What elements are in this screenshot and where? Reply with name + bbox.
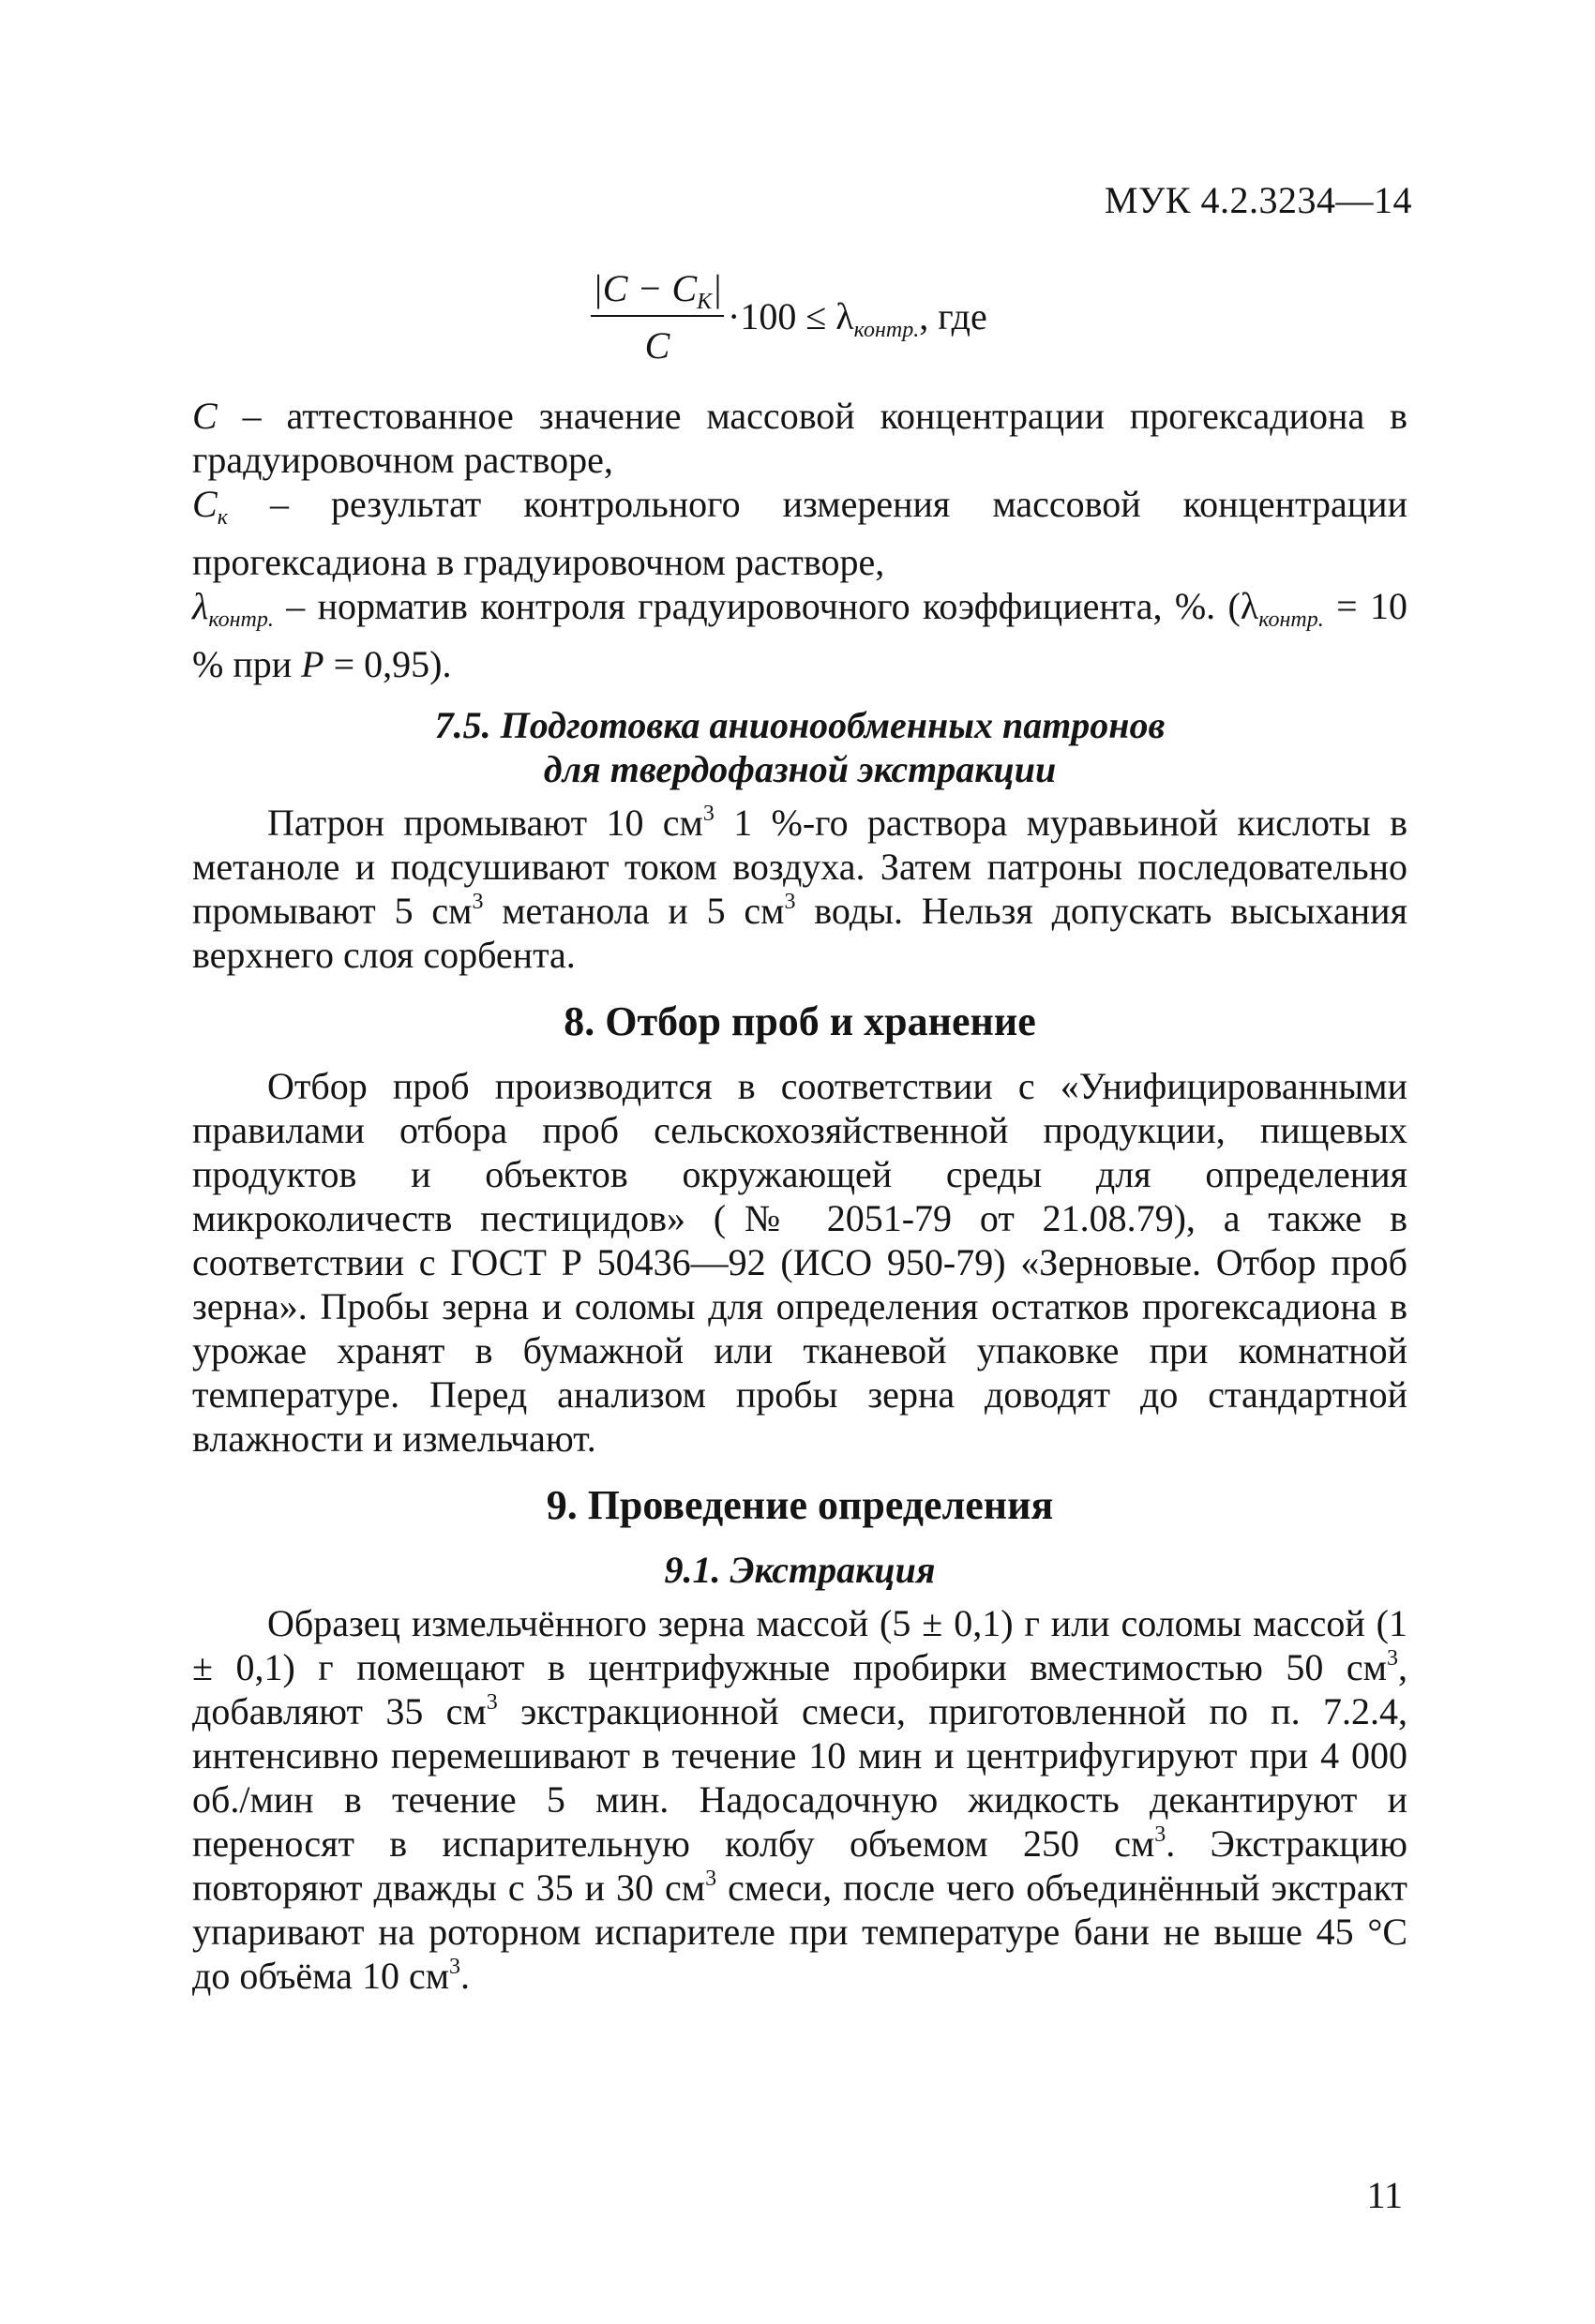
section-9-1-text-6: . [460, 1955, 471, 1997]
section-9-1-text-5: смеси, после чего объединённый экстракт упаривают на роторном испарителе при температуре бани не выше 45 °С до объёма 10 см [192, 1867, 1408, 1997]
formula-lambda-subscript: контр. [853, 318, 920, 342]
lambda-value-open: (λ [1227, 585, 1259, 627]
section-7-5-text-3: метанола и 5 см [483, 890, 785, 932]
formula-times-value: ·100 ≤ λ [728, 295, 854, 337]
formula-numerator [591, 264, 724, 313]
section-9-heading: 9. Проведение определения [546, 1482, 1054, 1528]
definition-ck [192, 482, 1407, 584]
lambda-value-text: = 10 % при [192, 585, 1408, 685]
definition-c [192, 394, 1407, 482]
superscript: 3 [449, 1955, 461, 1979]
section-8-paragraph: Отбор проб производится в соответствии с «Унифицированными правилами отбора проб сельскохозяйственной продукции, пищевых продуктов и объектов окружающей среды для определения микроколичеств пестицидов» (№ 2051-79 от 21.08.79), а также в соответствии с ГОСТ Р 50436—92 (ИСО 950-79) «Зерновые. Отбор проб зерна». Пробы зерна и соломы для определения остатков прогексадиона в урожае хранят в бумажной или тканевой упаковке при комнатной температуре. Перед анализом пробы зерна доводят до стандартной влажности и измельчают. [192, 1065, 1407, 1460]
section-7-5-text-4: воды. Нельзя допускать высыхания верхнего слоя сорбента. [192, 890, 1407, 976]
section-9-1-text-3: экстракционной смеси, приготовленной по п. 7.2.4, интенсивно перемешивают в течение 10 мин и центрифугируют при 4 000 об./мин в течение 5 мин. Надосадочную жидкость декантируют и переносят в испарительную колбу объемом 250 см [192, 1690, 1408, 1865]
formula-numerator-text: |C − C [592, 267, 698, 309]
lambda-value-subscript: контр. [1258, 607, 1324, 632]
section-7-5-title-line2: для твердофазной экстракции [543, 748, 1057, 790]
section-7-5-text-2: 1 %-го раствора муравьиной кислоты в метаноле и подсушивают током воздуха. Затем патроны последовательно промывают 5 см [192, 802, 1408, 932]
section-9-1-paragraph [192, 1601, 1407, 1998]
document-code: МУК 4.2.3234—14 [1104, 179, 1412, 221]
superscript: 3 [472, 890, 484, 914]
section-9-1-text-4: . Экстракцию повторяют дважды с 35 и 30 см [192, 1822, 1407, 1909]
symbol-lambda-subscript: контр. [208, 607, 274, 632]
formula-denominator: C [644, 324, 670, 367]
definition-lambda-text: – норматив контроля градуировочного коэффициента, %. [273, 585, 1216, 627]
control-formula [591, 264, 1116, 386]
symbol-c: C [192, 395, 218, 437]
p-value: = 0,95). [324, 643, 452, 685]
section-9-1-text-2: , добавляют 35 см [192, 1646, 1407, 1732]
superscript: 3 [784, 890, 796, 914]
definition-lambda [192, 584, 1407, 686]
document-body [192, 394, 1407, 1998]
formula-right-side [728, 294, 987, 343]
section-9-1-heading: 9.1. Экстракция [664, 1549, 936, 1591]
superscript: 3 [486, 1690, 498, 1715]
section-7-5-title-line1: 7.5. Подготовка анионообменных патронов [434, 704, 1166, 746]
definition-ck-text: – результат контрольного измерения массовой концентрации прогексадиона в градуировочном растворе, [192, 483, 1407, 583]
section-7-5-paragraph [192, 801, 1407, 977]
symbol-p: P [301, 643, 324, 685]
symbol-lambda: λ [192, 585, 209, 627]
fraction-bar [591, 315, 724, 317]
superscript: 3 [702, 802, 715, 826]
superscript: 3 [705, 1867, 717, 1891]
section-8-heading: 8. Отбор проб и хранение [564, 998, 1036, 1044]
formula-numerator-subscript: K [697, 290, 713, 314]
section-7-5-heading [192, 703, 1407, 791]
formula-fraction [591, 264, 724, 369]
formula-tail: , где [919, 295, 987, 337]
section-7-5-text-1: Патрон промывают 10 см [267, 802, 703, 844]
symbol-ck-subscript: к [217, 505, 228, 530]
definition-c-text: – аттестованное значение массовой концентрации прогексадиона в градуировочном растворе, [192, 395, 1407, 481]
section-9-1-text-1: Образец измельчённого зерна массой (5 ± 0,1) г или соломы массой (1 ± 0,1) г помещают в центрифужные пробирки вместимостью 50 см [192, 1602, 1407, 1688]
page-number: 11 [1366, 2174, 1403, 2216]
superscript: 3 [1154, 1822, 1166, 1847]
superscript: 3 [1387, 1646, 1398, 1671]
formula-numerator-end: | [712, 267, 723, 309]
symbol-ck: C [192, 483, 218, 525]
